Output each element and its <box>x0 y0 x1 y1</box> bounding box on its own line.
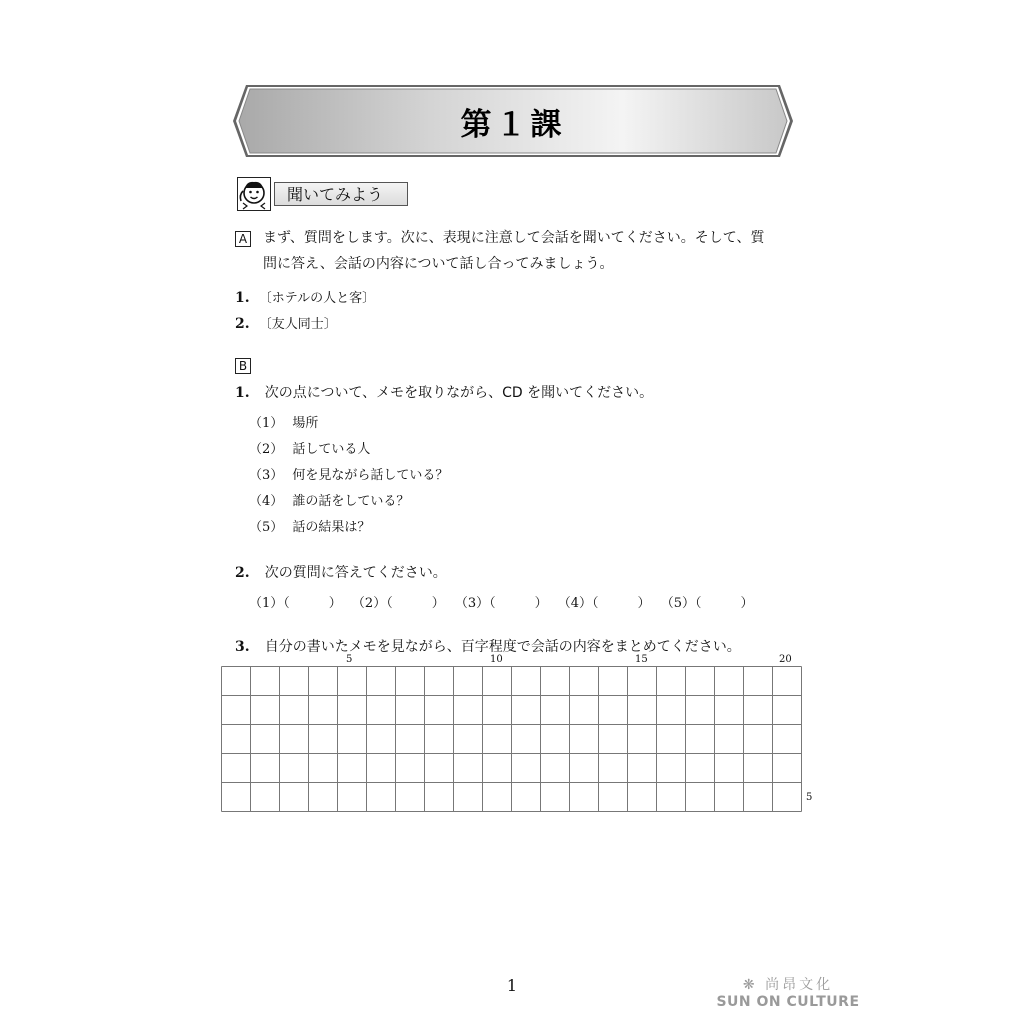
publisher-name-cn: ❋ 尚昂文化 <box>742 977 834 993</box>
item-text: 〔友人同士〕 <box>258 317 337 332</box>
memo-point-1 <box>249 412 318 431</box>
question-text: 自分の書いたメモを見ながら、百字程度で会話の内容をまとめてください。 <box>264 639 741 655</box>
lesson-banner <box>232 84 794 158</box>
lesson-title: 第１課 <box>460 106 566 143</box>
section-b-question-1 <box>235 382 653 402</box>
listening-face-icon <box>237 177 271 211</box>
question-number: 2. <box>235 565 250 581</box>
question-text: 次の質問に答えてください。 <box>264 565 447 581</box>
section-a-instruction <box>263 225 803 277</box>
question-text: 次の点について、メモを取りながら、CD を聞いてください。 <box>264 385 654 401</box>
point-number: （5） <box>249 520 284 535</box>
publisher-logo-icon: ❋ <box>742 977 758 993</box>
publisher-name-en: SUN ON CULTURE <box>716 994 860 1010</box>
answer-blank-1[interactable]: （1）（ ） <box>249 596 342 611</box>
point-text: 話の結果は？ <box>292 520 371 535</box>
section-a-letter: A <box>235 231 251 247</box>
answer-blank-5[interactable]: （5）（ ） <box>660 596 754 611</box>
item-text: 〔ホテルの人と客〕 <box>258 291 376 306</box>
instruction-line-1: まず、質問をします。次に、表現に注意して会話を聞いてください。そして、質 <box>263 230 765 246</box>
page-number: 1 <box>506 976 518 995</box>
point-text: 何を見ながら話している？ <box>292 468 449 483</box>
answer-blanks <box>249 592 809 611</box>
publisher-watermark <box>700 974 876 1010</box>
column-marker-20: 20 <box>779 654 792 665</box>
writing-grid[interactable] <box>221 666 803 813</box>
section-b-letter: B <box>235 358 251 374</box>
memo-point-5 <box>249 516 370 535</box>
answer-blank-3[interactable]: （3）（ ） <box>454 596 548 611</box>
memo-point-3 <box>249 464 448 483</box>
memo-point-4 <box>249 490 409 509</box>
point-number: （3） <box>249 468 284 483</box>
section-b-question-2 <box>235 562 447 582</box>
answer-blank-4[interactable]: （4）（ ） <box>557 596 651 611</box>
section-label: 聞いてみよう <box>274 182 408 206</box>
question-number: 1. <box>235 385 250 401</box>
row-marker-5: 5 <box>806 792 813 803</box>
section-b-question-3 <box>235 636 741 656</box>
point-text: 誰の話をしている？ <box>292 494 410 509</box>
memo-point-2 <box>249 438 370 457</box>
section-a-item-2 <box>235 313 337 332</box>
question-number: 3. <box>235 639 250 655</box>
column-marker-5: 5 <box>346 654 353 665</box>
point-number: （2） <box>249 442 284 457</box>
point-text: 場所 <box>292 416 319 431</box>
point-number: （4） <box>249 494 284 509</box>
column-marker-15: 15 <box>635 654 648 665</box>
item-number: 2. <box>235 316 250 332</box>
item-number: 1. <box>235 290 250 306</box>
point-text: 話している人 <box>292 442 371 457</box>
section-a-item-1 <box>235 287 375 306</box>
instruction-line-2: 問に答え、会話の内容について話し合ってみましょう。 <box>263 256 614 272</box>
column-marker-10: 10 <box>490 654 503 665</box>
answer-blank-2[interactable]: （2）（ ） <box>351 596 445 611</box>
point-number: （1） <box>249 416 284 431</box>
